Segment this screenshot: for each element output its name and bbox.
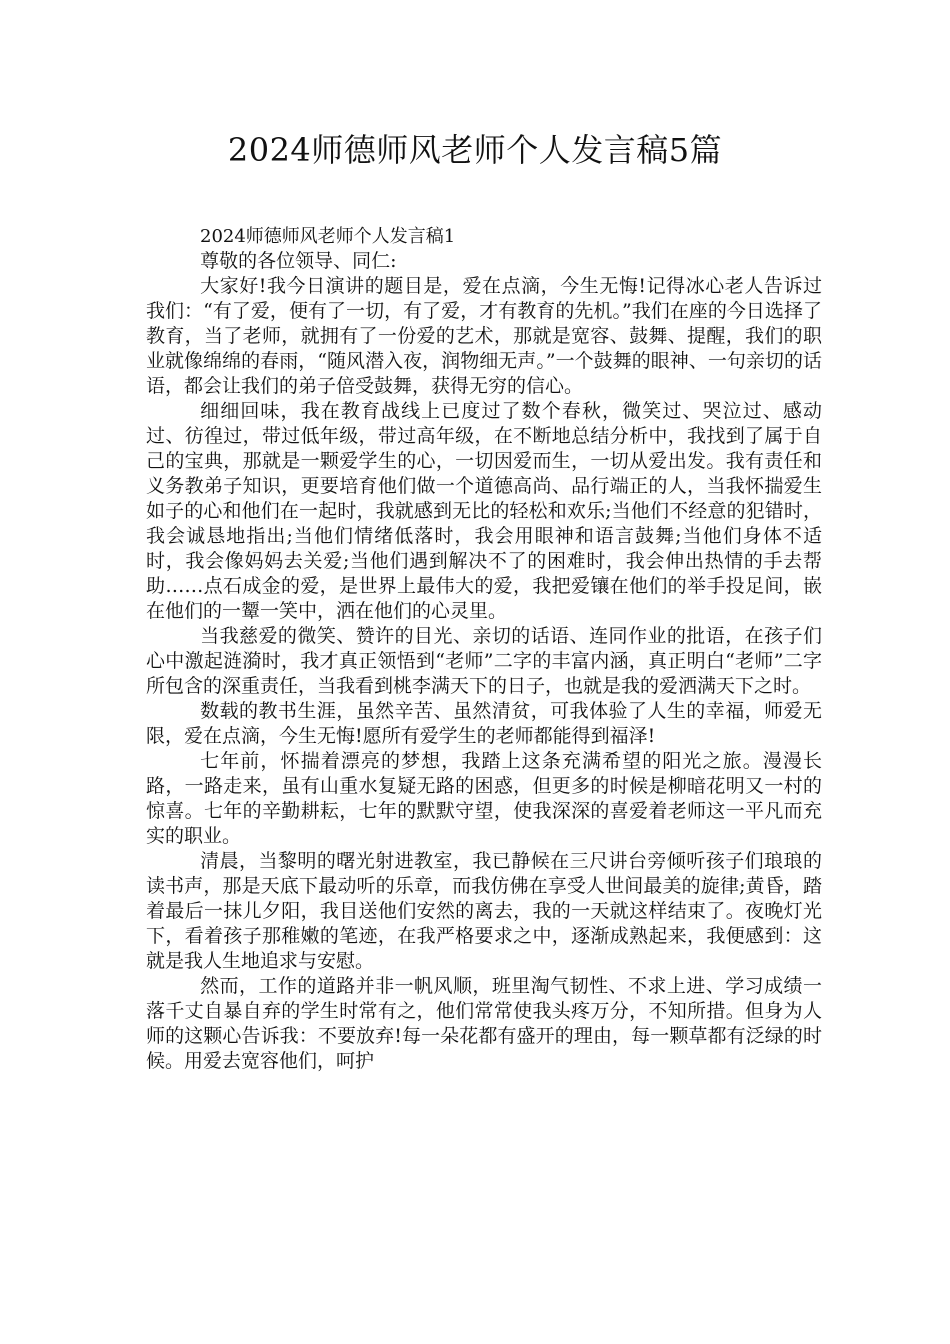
section-title: 2024师德师风老师个人发言稿1 [200, 226, 456, 247]
document-title: 2024师德师风老师个人发言稿5篇 [227, 131, 723, 169]
paragraph: 清晨，当黎明的曙光射进教室，我已静候在三尺讲台旁倾听孩子们琅琅的读书声，那是天底下最动听的乐章，而我仿佛在享受人世间最美的旋律;黄昏，踏着最后一抹儿夕阳，我目送他们安然的离去，我的一天就这样结束了。夜晚灯光下，看着孩子那稚嫩的笔迹，在我严格要求之中，逐渐成熟起来，我便感到：这就是我人生地追求与安慰。 [146, 850, 822, 972]
paragraph: 细细回味，我在教育战线上已度过了数个春秋，微笑过、哭泣过、感动过、彷徨过，带过低年级，带过高年级，在不断地总结分析中，我找到了属于自己的宝典，那就是一颗爱学生的心，一切因爱而生，一切从爱出发。我有责任和义务教弟子知识，更要培育他们做一个道德高尚、品行端正的人，当我怀揣爱生如子的心和他们在一起时，我就感到无比的轻松和欢乐;当他们不经意的犯错时，我会诚恳地指出;当他们情绪低落时，我会用眼神和语言鼓舞;当他们身体不适时，我会像妈妈去关爱;当他们遇到解决不了的困难时，我会伸出热情的手去帮助……点石成金的爱，是世界上最伟大的爱，我把爱镶在他们的举手投足间，嵌在他们的一颦一笑中，洒在他们的心灵里。 [146, 400, 822, 622]
paragraph: 数载的教书生涯，虽然辛苦、虽然清贫，可我体验了人生的幸福，师爱无限，爱在点滴，今生无悔!愿所有爱学生的老师都能得到福泽! [146, 700, 822, 747]
paragraph: 然而，工作的道路并非一帆风顺，班里淘气韧性、不求上进、学习成绩一落千丈自暴自弃的学生时常有之，他们常常使我头疼万分，不知所措。但身为人师的这颗心告诉我：不要放弃!每一朵花都有盛开的理由，每一颗草都有泛绿的时候。用爱去宽容他们，呵护 [146, 975, 822, 1072]
paragraph: 当我慈爱的微笑、赞许的目光、亲切的话语、连同作业的批语，在孩子们心中激起涟漪时，我才真正领悟到“老师”二字的丰富内涵，真正明白“老师”二字所包含的深重责任，当我看到桃李满天下的日子，也就是我的爱洒满天下之时。 [146, 625, 822, 697]
document-body [146, 224, 822, 1074]
paragraph: 大家好!我今日演讲的题目是，爱在点滴，今生无悔!记得冰心老人告诉过我们：“有了爱，便有了一切，有了爱，才有教育的先机。”我们在座的今日选择了教育，当了老师，就拥有了一份爱的艺术，那就是宽容、鼓舞、提醒，我们的职业就像绵绵的春雨，“随风潜入夜，润物细无声。”一个鼓舞的眼神、一句亲切的话语，都会让我们的弟子倍受鼓舞，获得无穷的信心。 [146, 275, 822, 397]
greeting: 尊敬的各位领导、同仁: [200, 250, 397, 272]
paragraph: 七年前，怀揣着漂亮的梦想，我踏上这条充满希望的阳光之旅。漫漫长路，一路走来，虽有山重水复疑无路的困惑，但更多的时候是柳暗花明又一村的惊喜。七年的辛勤耕耘，七年的默默守望，使我深深的喜爱着老师这一平凡而充实的职业。 [146, 750, 822, 847]
